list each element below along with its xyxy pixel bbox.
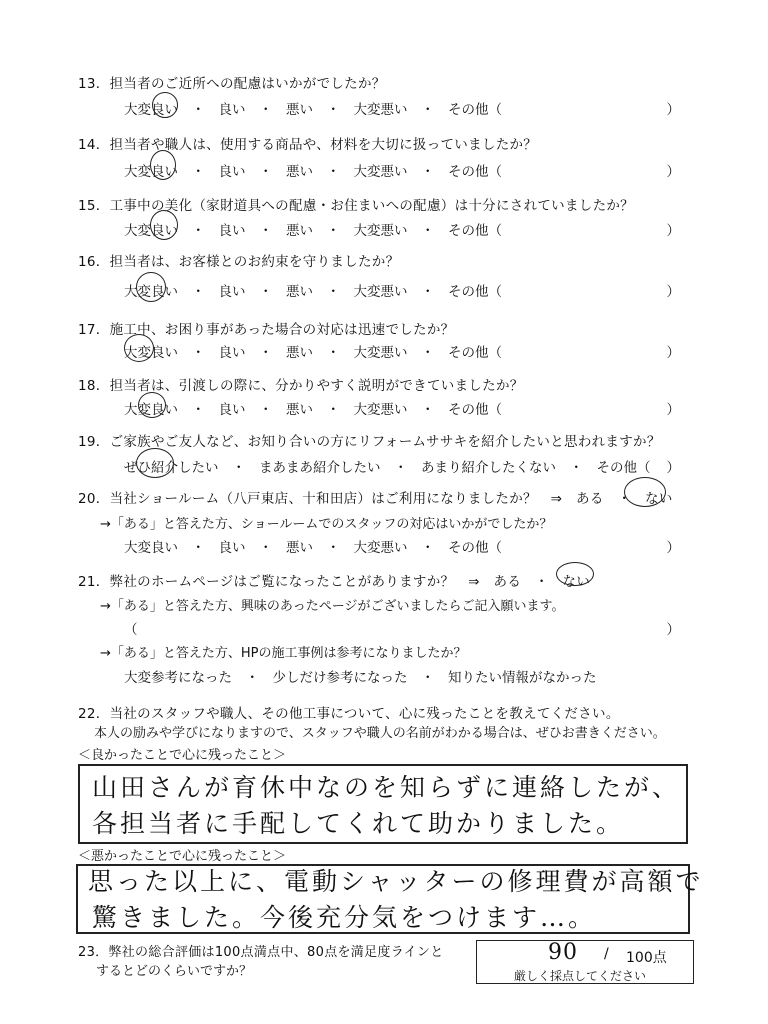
answer-circle-mark: [138, 392, 166, 418]
options-text: 大変良い ・ 良い ・ 悪い ・ 大変悪い ・ その他（: [124, 345, 502, 361]
answer-options-15: [124, 219, 680, 239]
answer-options-17: [124, 341, 680, 361]
answer-options-13: [124, 98, 680, 118]
score-note: 厳しく採点してください: [514, 969, 647, 983]
bad-comment-line-2: 驚きました。今後充分気をつけます…。: [92, 903, 597, 932]
bad-comment-line-1: 思った以上に、電動シャッターの修理費が高額で: [88, 867, 704, 896]
score-max: 100点: [626, 950, 667, 966]
answer-circle-mark: [556, 562, 594, 586]
q22-note: 本人の励みや学びになりますので、スタッフや職人の名前がわかる場合は、ぜひお書きください。: [94, 726, 666, 741]
score-value: 90: [548, 940, 578, 965]
options-text: 大変良い ・ 良い ・ 悪い ・ 大変悪い ・ その他（: [124, 284, 502, 300]
q20-followup: →「ある」と答えた方、ショールームでのスタッフの対応はいかがでしたか？: [100, 517, 553, 532]
answer-circle-mark: [624, 477, 666, 507]
close-paren: ）: [666, 284, 680, 300]
answer-options-20: [124, 536, 680, 556]
options-text: 大変良い ・ 良い ・ 悪い ・ 大変悪い ・ その他（: [124, 402, 502, 418]
close-paren: ）: [666, 622, 680, 638]
bad-comment-label: ＜悪かったことで心に残ったこと＞: [78, 849, 287, 864]
answer-options-18: [124, 398, 680, 418]
good-comment-line-1: 山田さんが育休中なのを知らずに連絡したが、: [92, 773, 681, 802]
answer-circle-mark: [136, 448, 174, 478]
close-paren: ）: [666, 164, 680, 180]
score-slash: /: [604, 946, 609, 962]
close-paren: ）: [666, 460, 680, 476]
question-14: 14．担当者や職人は、使用する商品や、材料を大切に扱っていましたか？: [78, 137, 538, 153]
answer-options-19: [124, 456, 680, 476]
close-paren: ）: [666, 345, 680, 361]
question-17: 17．施工中、お困り事があった場合の対応は迅速でしたか？: [78, 322, 455, 338]
open-paren: （: [124, 622, 138, 638]
answer-options-14: [124, 160, 680, 180]
options-text: ぜひ紹介したい ・ まあまあ紹介したい ・ あまり紹介したくない ・ その他（: [124, 460, 651, 476]
close-paren: ）: [666, 540, 680, 556]
q21-followup-1: →「ある」と答えた方、興味のあったページがございましたらご記入願います。: [100, 599, 565, 614]
good-comment-label: ＜良かったことで心に残ったこと＞: [78, 748, 287, 763]
close-paren: ）: [666, 102, 680, 118]
good-comment-line-2: 各担当者に手配してくれて助かりました。: [92, 809, 625, 838]
question-13: 13．担当者のご近所への配慮はいかがでしたか？: [78, 76, 386, 92]
question-19: 19．ご家族やご友人など、お知り合いの方にリフォームササキを紹介したいと思われますか？: [78, 434, 661, 450]
question-23-line-2: するとどのくらいですか？: [96, 964, 253, 979]
answer-circle-mark: [124, 334, 154, 362]
question-22: 22．当社のスタッフや職人、その他工事について、心に残ったことを教えてください。: [78, 706, 620, 722]
question-20: 20．当社ショールーム（八戸東店、十和田店）はご利用になりましたか？ ⇒ ある ・ ない: [78, 491, 673, 507]
close-paren: ）: [666, 223, 680, 239]
options-text: 大変良い ・ 良い ・ 悪い ・ 大変悪い ・ その他（: [124, 164, 502, 180]
answer-circle-mark: [136, 272, 166, 302]
question-18: 18．担当者は、引渡しの際に、分かりやすく説明ができていましたか？: [78, 378, 524, 394]
options-text: 大変良い ・ 良い ・ 悪い ・ 大変悪い ・ その他（: [124, 540, 502, 556]
q21-followup-2: →「ある」と答えた方、HPの施工事例は参考になりましたか？: [100, 646, 467, 661]
answer-circle-mark: [150, 150, 176, 180]
answer-circle-mark: [150, 210, 178, 240]
answer-circle-mark: [152, 92, 178, 118]
options-text: 大変良い ・ 良い ・ 悪い ・ 大変悪い ・ その他（: [124, 102, 502, 118]
options-text: 大変良い ・ 良い ・ 悪い ・ 大変悪い ・ その他（: [124, 223, 502, 239]
question-23-line-1: 23．弊社の総合評価は100点満点中、80点を満足度ラインと: [78, 945, 444, 960]
question-21: 21．弊社のホームページはご覧になったことがありますか？ ⇒ ある ・ ない: [78, 574, 591, 590]
answer-options-16: [124, 280, 680, 300]
q21-blank-field: [124, 618, 680, 638]
question-16: 16．担当者は、お客様とのお約束を守りましたか？: [78, 254, 400, 270]
answer-options-21: 大変参考になった ・ 少しだけ参考になった ・ 知りたい情報がなかった: [124, 670, 597, 686]
question-15: 15．工事中の美化（家財道具への配慮・お住まいへの配慮）は十分にされていましたか？: [78, 198, 634, 214]
close-paren: ）: [666, 402, 680, 418]
